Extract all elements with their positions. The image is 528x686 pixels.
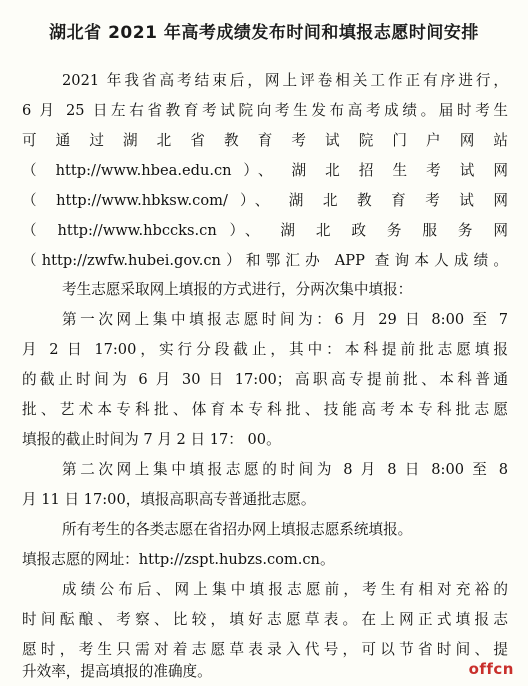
paragraph-line: 可 通 过 湖 北 省 教 育 考 试 院 门 户 网 站 (22, 132, 508, 149)
paragraph-line: 愿时，考生只需对着志愿草表录入代号，可以节省时间、提 (22, 641, 508, 658)
paragraph-line: 填报的截止时间为 7 月 2 日 17： 00。 (22, 431, 281, 448)
paragraph-line: 升效率，提高填报的准确度。 (22, 663, 212, 680)
paragraph-line: 2021 年我省高考结束后，网上评卷相关工作正有序进行， (62, 72, 508, 89)
paragraph-line: 6 月 25 日左右省教育考试院向考生发布高考成绩。届时考生 (22, 102, 508, 119)
paragraph-line: 填报志愿的网址：http://zspt.hubzs.com.cn。 (22, 551, 335, 568)
document-title: 湖北省 2021 年高考成绩发布时间和填报志愿时间安排 (49, 23, 479, 43)
paragraph-line: 第二次网上集中填报志愿的时间为 8 月 8 日 8:00 至 8 (62, 461, 508, 478)
paragraph-line: 时间酝酿、考察、比较，填好志愿草表。在上网正式填报志 (22, 611, 508, 628)
paragraph-line: 月 2 日 17:00，实行分段截止，其中：本科提前批志愿填报 (22, 341, 508, 358)
paragraph-line: （ http://www.hbea.edu.cn ）、 湖 北 招 生 考 试 网 (22, 162, 508, 179)
paragraph-line: 所有考生的各类志愿在省招办网上填报志愿系统填报。 (62, 521, 413, 538)
paragraph-line: （ http://www.hbccks.cn ）、 湖 北 政 务 服 务 网 (22, 222, 508, 239)
paragraph-line: 批、艺术本专科批、体育本专科批、技能高考本专科批志愿 (22, 401, 508, 418)
paragraph-line: 考生志愿采取网上填报的方式进行，分两次集中填报： (62, 281, 413, 298)
paragraph-line: 第一次网上集中填报志愿时间为：6 月 29 日 8:00 至 7 (62, 311, 508, 328)
paragraph-line: 的截止时间为 6 月 30 日 17:00；高职高专提前批、本科普通 (22, 371, 508, 388)
paragraph-line: （http://zwfw.hubei.gov.cn）和鄂汇办 APP 查询本人成绩。 (22, 252, 508, 269)
paragraph-line: （ http://www.hbksw.com/ ）、 湖 北 教 育 考 试 网 (22, 192, 508, 209)
paragraph-line: 月 11 日 17:00，填报高职高专普通批志愿。 (22, 491, 316, 508)
offcn-logo: offcn (468, 660, 514, 678)
paragraph-line: 成绩公布后、网上集中填报志愿前，考生有相对充裕的 (62, 581, 508, 598)
